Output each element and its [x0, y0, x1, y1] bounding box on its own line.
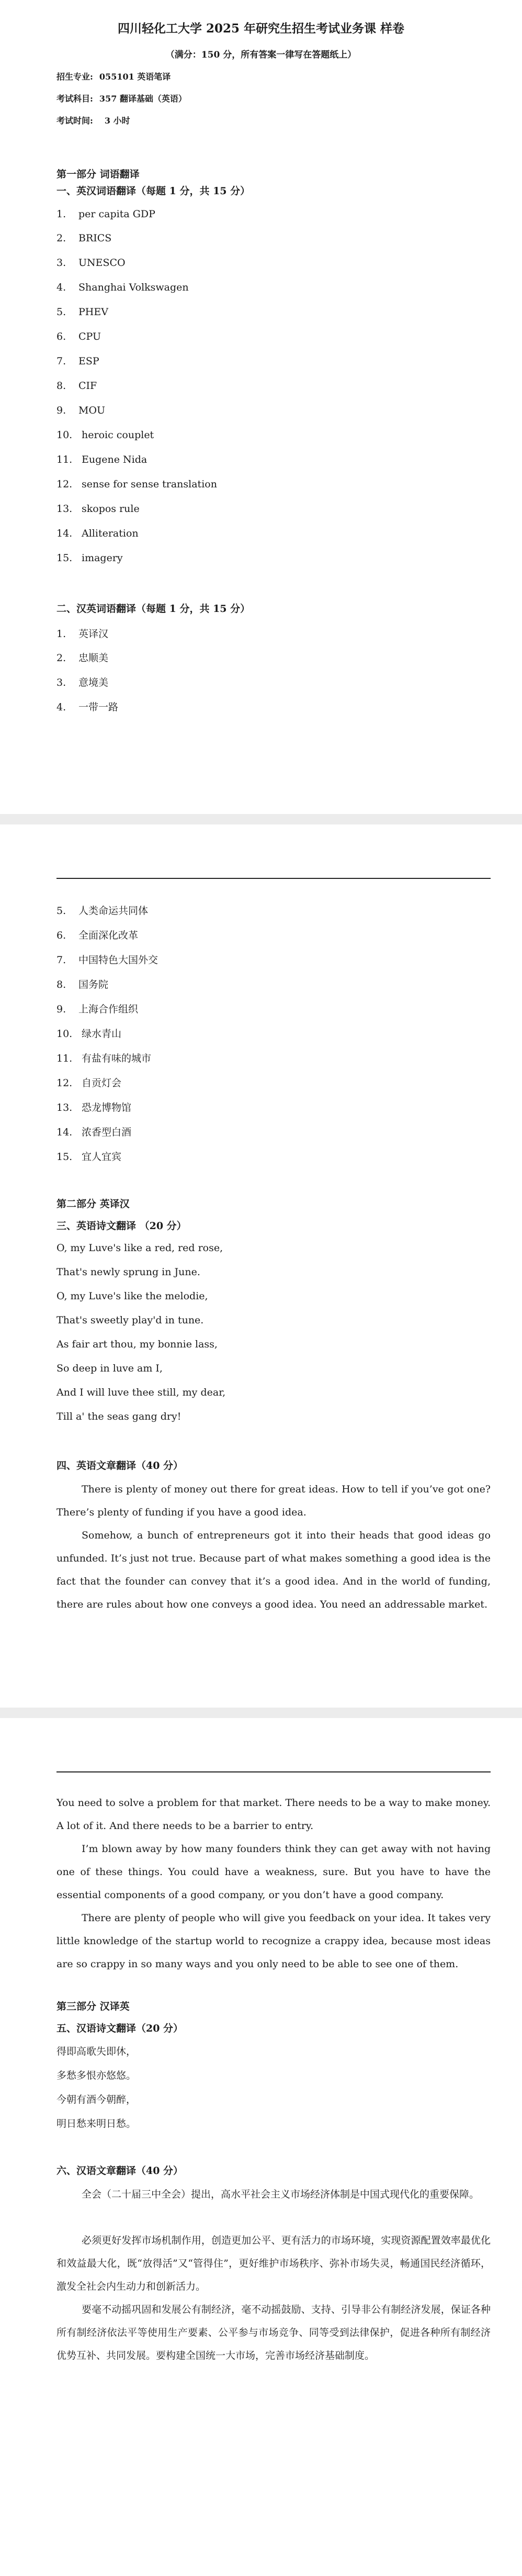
list-item: 9. MOU — [56, 405, 106, 416]
article-paragraph: 要毫不动摇巩固和发展公有制经济，毫不动摇鼓励、支持、引导非公有制经济发展，保证各种所有制经济依法平等使用生产要素、公平参与市场竞争、同等受到法律保护，促进各种所有制经济优势互补、共同发展。要构建全国统一大市场，完善市场经济基础制度。 — [56, 2304, 491, 2361]
poem-line: 多愁多恨亦悠悠。 — [56, 2070, 137, 2081]
list-item: 1. per capita GDP — [56, 208, 155, 220]
list-item: 3. UNESCO — [56, 257, 126, 269]
time-line — [56, 114, 130, 126]
list-item: 14. Alliteration — [56, 528, 139, 539]
poem-line: And I will luve thee still, my dear, — [56, 1387, 226, 1398]
list-item: 5. PHEV — [56, 306, 108, 318]
list-item: 15. 宜人宜宾 — [56, 1151, 122, 1163]
exam-subtitle: （满分：150 分，所有答案一律写在答题纸上） — [165, 50, 357, 60]
major-label: 招生专业: — [56, 72, 93, 82]
article-paragraph: Somehow, a bunch of entrepreneurs got it into their heads that good ideas go unfunded. It’s just not true. Because part of what makes something a good idea is the fact that the founder can convey that it’s a good idea. And in the world of funding, there are rules about how one conveys a good idea. You need an addressable market. — [56, 1530, 491, 1610]
part1-title: 第一部分 词语翻译 — [56, 169, 140, 180]
poem-line: Till a' the seas gang dry! — [56, 1411, 181, 1422]
list-item: 13. 恐龙博物馆 — [56, 1102, 132, 1113]
exam-page-3 — [0, 1718, 522, 2576]
exam-page-2 — [0, 824, 522, 1708]
time-label: 考试时间: — [56, 116, 93, 126]
article-paragraph: I’m blown away by how many founders think they can get away with not having one of these things. You could have a weakness, sure. But you have to have the essential components of a good company, or you don’t have a good company. — [56, 1843, 491, 1901]
list-item: 2. BRICS — [56, 232, 112, 244]
list-item: 12. 自贡灯会 — [56, 1077, 122, 1089]
list-item: 4. Shanghai Volkswagen — [56, 282, 189, 293]
list-item: 7. 中国特色大国外交 — [56, 954, 158, 966]
list-item: 9. 上海合作组织 — [56, 1003, 139, 1015]
poem-line: O, my Luve's like the melodie, — [56, 1290, 208, 1302]
poem-line: 今朝有酒今朝醉， — [56, 2094, 137, 2105]
section5-title: 五、汉语诗文翻译（20 分） — [56, 2023, 184, 2034]
list-item: 10. 绿水青山 — [56, 1028, 122, 1040]
article-paragraph: There is plenty of money out there for great ideas. How to tell if you’ve got one? There’s plenty of funding if you have a good idea. — [56, 1484, 491, 1518]
list-item: 8. 国务院 — [56, 979, 109, 990]
poem-line: As fair art thou, my bonnie lass, — [56, 1339, 218, 1350]
section3-title: 三、英语诗文翻译 （20 分） — [56, 1220, 187, 1232]
part2-title: 第二部分 英译汉 — [56, 1198, 130, 1210]
major-line — [56, 70, 171, 82]
exam-page-1 — [0, 0, 522, 814]
article-paragraph: You need to solve a problem for that market. There needs to be a way to make money. A lot of it. And there needs to be a barrier to entry. — [56, 1797, 491, 1832]
list-item: 4. 一带一路 — [56, 701, 119, 713]
section1-title: 一、英汉词语翻译（每题 1 分，共 15 分） — [56, 185, 251, 197]
page-header-rule — [56, 878, 491, 879]
list-item: 1. 英译汉 — [56, 628, 109, 640]
list-item: 12. sense for sense translation — [56, 478, 217, 490]
article-paragraph: 全会（二十届三中全会）提出，高水平社会主义市场经济体制是中国式现代化的重要保障。 — [82, 2189, 480, 2200]
section6-title: 六、汉语文章翻译（40 分） — [56, 2165, 184, 2177]
article-paragraph: There are plenty of people who will give you feedback on your idea. It takes very little knowledge of the startup world to recognize a crappy idea, because most ideas are so crappy in so many ways and you only need to be able to see one of them. — [56, 1912, 491, 1970]
exam-title: 四川轻化工大学 2025 年研究生招生考试业务课 样卷 — [117, 21, 405, 36]
list-item: 11. 有盐有味的城市 — [56, 1053, 152, 1064]
time-value: 3 小时 — [104, 116, 130, 126]
list-item: 6. 全面深化改革 — [56, 930, 139, 941]
list-item: 2. 忠顺美 — [56, 652, 109, 664]
list-item: 13. skopos rule — [56, 503, 140, 515]
subject-line — [56, 92, 187, 104]
list-item: 3. 意境美 — [56, 677, 109, 688]
major-value: 055101 英语笔译 — [99, 72, 171, 82]
poem-line: That's newly sprung in June. — [56, 1266, 200, 1278]
list-item: 7. ESP — [56, 355, 99, 367]
section4-title: 四、英语文章翻译（40 分） — [56, 1460, 184, 1471]
list-item: 11. Eugene Nida — [56, 454, 147, 465]
subject-value: 357 翻译基础（英语） — [99, 94, 187, 104]
section2-title: 二、汉英词语翻译（每题 1 分，共 15 分） — [56, 603, 251, 615]
list-item: 8. CIF — [56, 380, 97, 392]
poem-line: O, my Luve's like a red, red rose, — [56, 1242, 223, 1254]
poem-line: 明日愁来明日愁。 — [56, 2118, 137, 2129]
poem-line: 得即高歌失即休， — [56, 2046, 137, 2057]
list-item: 6. CPU — [56, 331, 101, 342]
poem-line: That's sweetly play'd in tune. — [56, 1314, 204, 1326]
subject-label: 考试科目: — [56, 94, 93, 104]
list-item: 10. heroic couplet — [56, 429, 154, 441]
article-paragraph: 必须更好发挥市场机制作用，创造更加公平、更有活力的市场环境，实现资源配置效率最优化和效益最大化，既“放得活”又“管得住”，更好维护市场秩序、弥补市场失灵，畅通国民经济循环，激发全社会内生动力和创新活力。 — [56, 2235, 491, 2292]
part3-title: 第三部分 汉译英 — [56, 2001, 130, 2012]
list-item: 15. imagery — [56, 552, 123, 564]
list-item: 5. 人类命运共同体 — [56, 905, 149, 917]
page-header-rule — [56, 1771, 491, 1772]
poem-line: So deep in luve am I, — [56, 1363, 163, 1374]
list-item: 14. 浓香型白酒 — [56, 1127, 132, 1138]
